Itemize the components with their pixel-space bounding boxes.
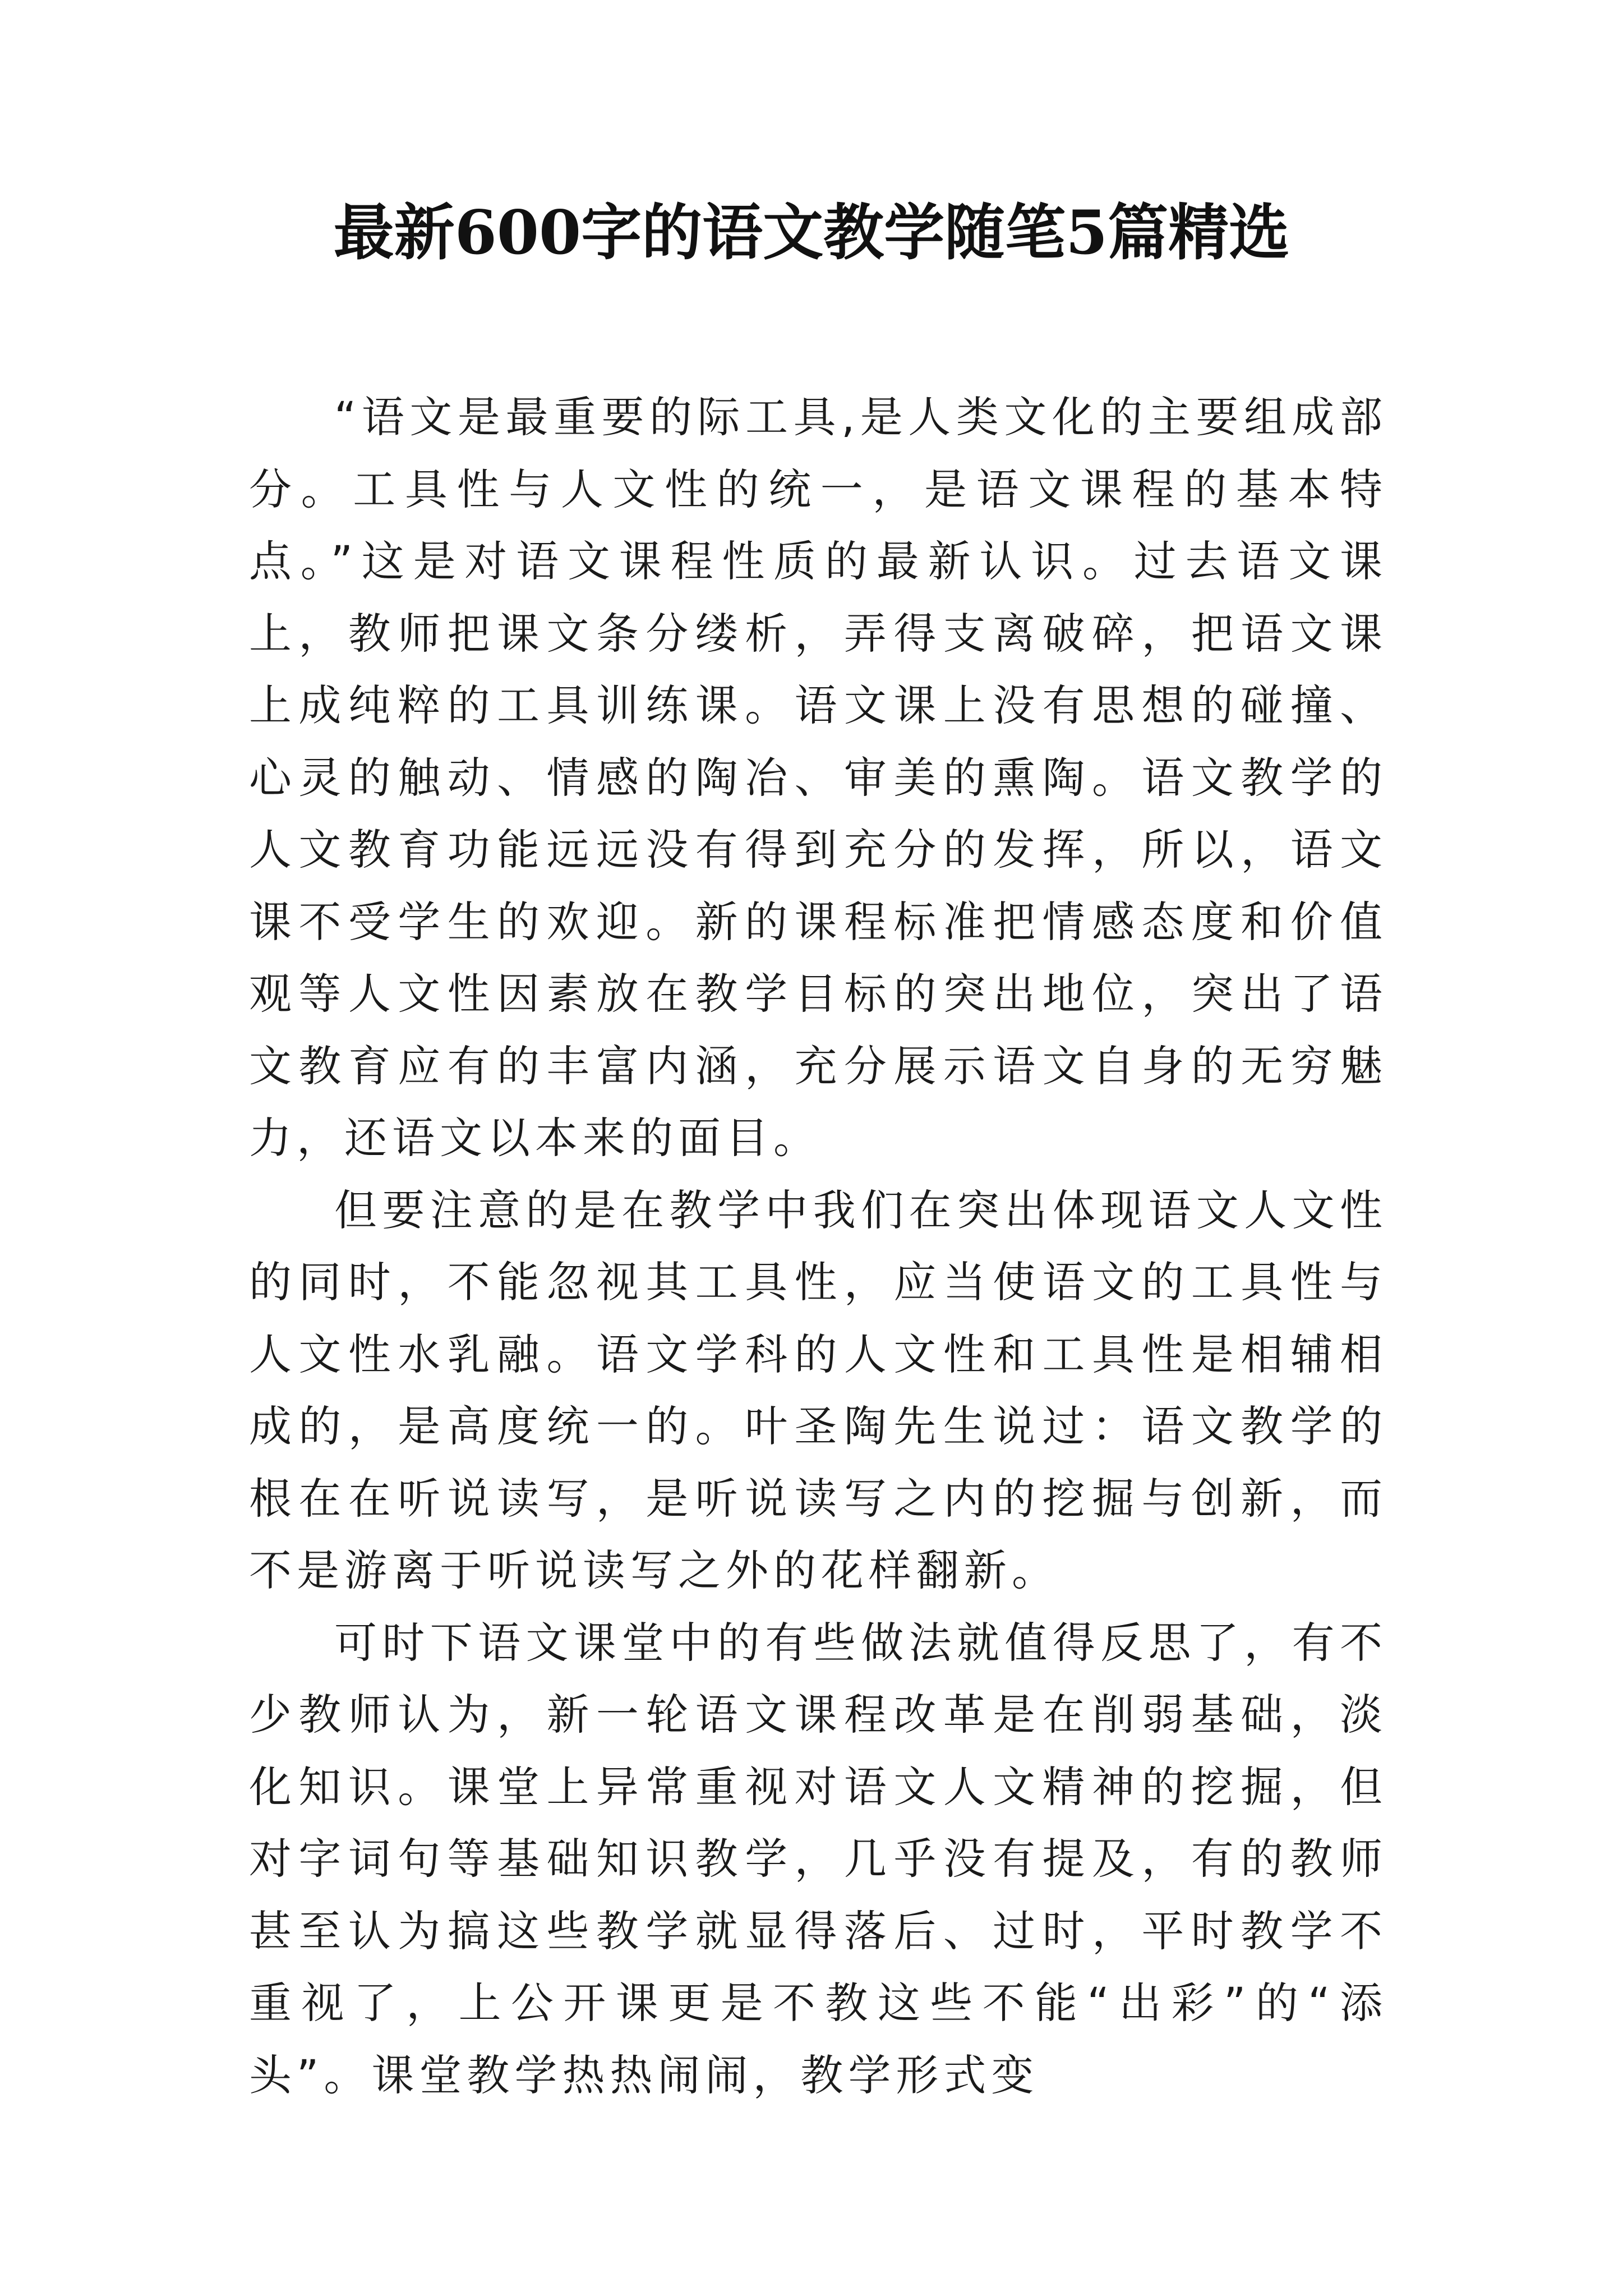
document-body [249, 381, 1387, 2111]
paragraph-1: “语文是最重要的际工具,是人类文化的主要组成部分。工具性与人文性的统一，是语文课程的基本特点。”这是对语文课程性质的最新认识。过去语文课上，教师把课文条分缕析，弄得支离破碎，把语文课上成纯粹的工具训练课。语文课上没有思想的碰撞、心灵的触动、情感的陶冶、审美的熏陶。语文教学的人文教育功能远远没有得到充分的发挥，所以，语文课不受学生的欢迎。新的课程标准把情感态度和价值观等人文性因素放在教学目标的突出地位，突出了语文教育应有的丰富内涵，充分展示语文自身的无穷魅力，还语文以本来的面目。 [249, 392, 1387, 1163]
paragraph-2: 但要注意的是在教学中我们在突出体现语文人文性的同时，不能忽视其工具性，应当使语文的工具性与人文性水乳融。语文学科的人文性和工具性是相辅相成的，是高度统一的。叶圣陶先生说过：语文教学的根在在听说读写，是听说读写之内的挖掘与创新，而不是游离于听说读写之外的花样翻新。 [249, 1185, 1387, 1595]
document-title: 最新600字的语文教学随笔5篇精选 [333, 197, 1290, 268]
paragraph-3: 可时下语文课堂中的有些做法就值得反思了，有不少教师认为，新一轮语文课程改革是在削弱基础，淡化知识。课堂上异常重视对语文人文精神的挖掘，但对字词句等基础知识教学，几乎没有提及，有的教师甚至认为搞这些教学就显得落后、过时，平时教学不重视了，上公开课更是不教这些不能“出彩”的“添头”。课堂教学热热闹闹，教学形式变 [249, 1617, 1387, 2100]
